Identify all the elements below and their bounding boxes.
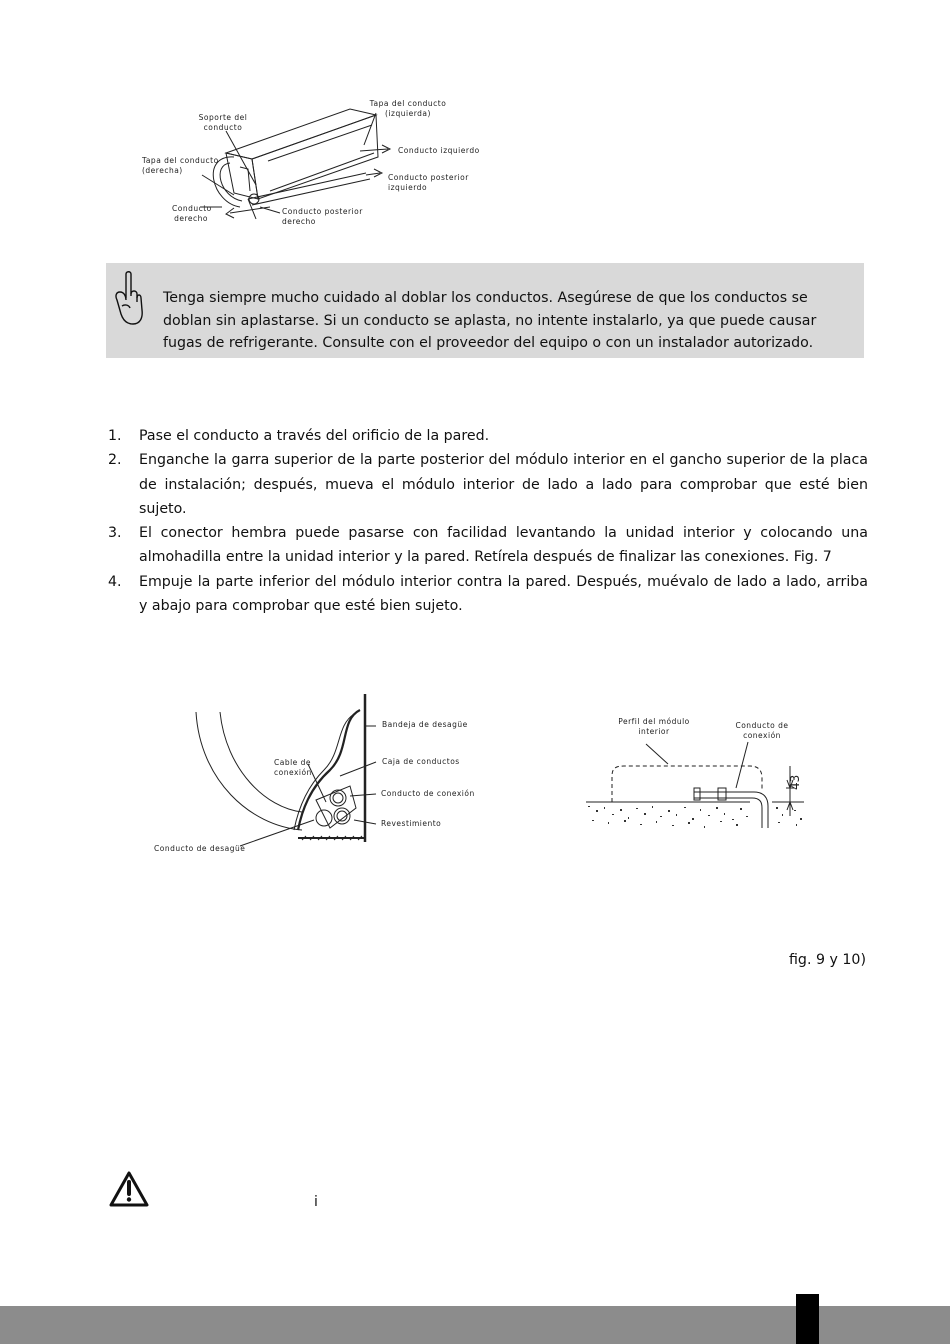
warning-triangle-icon <box>108 1170 150 1208</box>
label-revestimiento: Revestimiento <box>381 819 442 828</box>
label-posterior-izquierdo: Conducto posterior izquierdo <box>388 173 469 192</box>
list-item <box>106 448 868 521</box>
step-text: Empuje la parte inferior del módulo interior contra la pared. Después, muévalo de lado a lado, arriba y abajo para comprobar que esté bien sujeto. <box>139 573 868 615</box>
dimension-label: 43 <box>788 774 802 790</box>
stray-text: i <box>314 1194 318 1210</box>
label-conducto-izquierdo: Conducto izquierdo <box>398 146 480 155</box>
steps-list <box>106 424 868 618</box>
label-conducto: Conducto de conexión <box>735 721 789 740</box>
label-bandeja: Bandeja de desagüe <box>382 720 468 729</box>
label-conducto-conexion: Conducto de conexión <box>381 789 475 798</box>
label-posterior-derecho: Conducto posterior derecho <box>282 207 363 226</box>
step-text: El conector hembra puede pasarse con facilidad levantando la unidad interior y colocando una almohadilla entre la unidad interior y la pared. Retírela después de finalizar las conexiones. Fig. 7 <box>139 525 868 566</box>
label-soporte: Soporte del conducto <box>198 113 248 132</box>
label-cable: Cable de conexión <box>274 758 312 777</box>
label-perfil: Perfil del módulo interior <box>618 717 690 736</box>
pointing-hand-icon <box>112 270 146 328</box>
step-number: 3. <box>108 525 122 542</box>
list-item <box>106 570 868 619</box>
label-conducto-derecho: Conducto derecho <box>172 204 212 223</box>
label-tapa-izquierda: Tapa del conducto (izquierda) <box>369 99 447 118</box>
label-desague: Conducto de desagüe <box>154 844 246 853</box>
list-item <box>106 521 868 570</box>
list-item <box>106 424 868 448</box>
step-number: 1. <box>108 428 122 444</box>
step-text: Pase el conducto a través del orificio de la pared. <box>139 428 490 444</box>
figure-profile <box>582 740 822 840</box>
step-number: 2. <box>108 452 122 469</box>
figure-reference: fig. 9 y 10) <box>789 952 866 968</box>
page-tab-marker <box>796 1294 819 1344</box>
label-caja: Caja de conductos <box>382 757 460 766</box>
step-number: 4. <box>108 573 122 590</box>
label-tapa-derecha: Tapa del conducto (derecha) <box>142 156 219 175</box>
note-text: Tenga siempre mucho cuidado al doblar los conductos. Asegúrese de que los conductos se doblan sin aplastarse. Si un conducto se aplasta, no intente instalarlo, ya que puede causar fugas de refrigerante. Consulte con el proveedor del equipo o con un instalador autorizado. <box>163 290 817 351</box>
step-text: Enganche la garra superior de la parte posterior del módulo interior en el gancho superior de la placa de instalación; después, mueva el módulo interior de lado a lado para comprobar que esté bien sujeto. <box>139 452 868 517</box>
